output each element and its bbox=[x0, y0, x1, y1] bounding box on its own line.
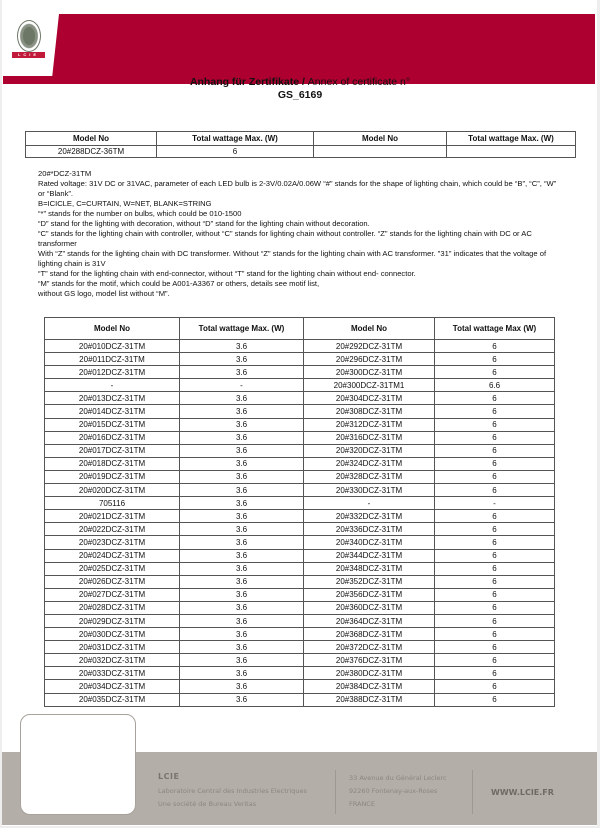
cell-wattage: 6 bbox=[435, 392, 555, 405]
cell-model: 20#348DCZ-31TM bbox=[304, 562, 435, 575]
table-row bbox=[45, 562, 555, 575]
footer-company: LCIE bbox=[158, 772, 180, 781]
lcie-logo-badge: LCIE bbox=[12, 52, 45, 58]
cell-model: 20#014DCZ-31TM bbox=[45, 405, 180, 418]
column-header: Model No bbox=[26, 132, 157, 146]
cell-wattage: 3.6 bbox=[180, 444, 304, 457]
cell-model: 20#026DCZ-31TM bbox=[45, 575, 180, 588]
cell-model: 20#034DCZ-31TM bbox=[45, 680, 180, 693]
cell-wattage: 3.6 bbox=[180, 680, 304, 693]
description-line: “M” stands for the motif, which could be A001-A3367 or others, details see motif list, bbox=[38, 279, 320, 288]
cell-model: 20#029DCZ-31TM bbox=[45, 614, 180, 627]
cell-wattage: 3.6 bbox=[180, 536, 304, 549]
cell-model: 20#017DCZ-31TM bbox=[45, 444, 180, 457]
cell-wattage: 6.6 bbox=[435, 379, 555, 392]
cell-wattage: 6 bbox=[435, 431, 555, 444]
table-row bbox=[45, 628, 555, 641]
cell-wattage: 3.6 bbox=[180, 628, 304, 641]
table-row bbox=[45, 340, 555, 353]
model-description bbox=[38, 169, 558, 299]
cell-wattage: 3.6 bbox=[180, 654, 304, 667]
cell-model: 20#016DCZ-31TM bbox=[45, 431, 180, 444]
table-row bbox=[45, 549, 555, 562]
cell-wattage: 6 bbox=[435, 667, 555, 680]
cell-wattage: 6 bbox=[435, 562, 555, 575]
description-line: B=ICICLE, C=CURTAIN, W=NET, BLANK=STRING bbox=[38, 199, 212, 208]
cell-model: 20#340DCZ-31TM bbox=[304, 536, 435, 549]
table-row bbox=[45, 614, 555, 627]
lcie-seal-icon bbox=[17, 20, 41, 52]
cell-model: 20#308DCZ-31TM bbox=[304, 405, 435, 418]
cell-wattage: - bbox=[435, 497, 555, 510]
cell-wattage: 3.6 bbox=[180, 497, 304, 510]
table-header-row bbox=[45, 318, 555, 340]
description-line: 20#*DCZ-31TM bbox=[38, 169, 92, 178]
cell-wattage: 3.6 bbox=[180, 405, 304, 418]
cell-wattage: 6 bbox=[435, 523, 555, 536]
header-banner bbox=[3, 14, 595, 84]
cell-model: 20#352DCZ-31TM bbox=[304, 575, 435, 588]
table-row bbox=[45, 693, 555, 706]
column-header: Total wattage Max. (W) bbox=[180, 318, 304, 340]
cell-model: 20#012DCZ-31TM bbox=[45, 366, 180, 379]
table-row bbox=[45, 536, 555, 549]
cell-wattage: 3.6 bbox=[180, 614, 304, 627]
table-row bbox=[26, 146, 576, 158]
table-row bbox=[45, 379, 555, 392]
cell-wattage: 6 bbox=[435, 693, 555, 706]
table-row bbox=[45, 497, 555, 510]
cell-model: 20#344DCZ-31TM bbox=[304, 549, 435, 562]
cell-model: 705116 bbox=[45, 497, 180, 510]
cell-model: 20#380DCZ-31TM bbox=[304, 667, 435, 680]
footer-divider bbox=[472, 770, 473, 814]
title-separator: / bbox=[299, 76, 308, 88]
cell-wattage: 6 bbox=[435, 549, 555, 562]
cell-model: 20#360DCZ-31TM bbox=[304, 601, 435, 614]
cell-wattage: 6 bbox=[435, 575, 555, 588]
cell-wattage: 6 bbox=[157, 146, 314, 158]
table-row bbox=[45, 510, 555, 523]
description-line: “T” stand for the lighting chain with end-connector, without “T” stand for the lighting chain without end- connector. bbox=[38, 269, 416, 278]
cell-model: 20#033DCZ-31TM bbox=[45, 667, 180, 680]
cell-model: 20#024DCZ-31TM bbox=[45, 549, 180, 562]
cell-model: 20#320DCZ-31TM bbox=[304, 444, 435, 457]
cell-wattage: 3.6 bbox=[180, 457, 304, 470]
cell-model: 20#021DCZ-31TM bbox=[45, 510, 180, 523]
cell-wattage: 6 bbox=[435, 405, 555, 418]
cell-model: 20#013DCZ-31TM bbox=[45, 392, 180, 405]
cell-wattage bbox=[447, 146, 576, 158]
cell-model: 20#015DCZ-31TM bbox=[45, 418, 180, 431]
footer-divider bbox=[335, 770, 336, 814]
table-row bbox=[45, 353, 555, 366]
cell-wattage: 3.6 bbox=[180, 340, 304, 353]
table-row bbox=[45, 523, 555, 536]
cell-model: 20#022DCZ-31TM bbox=[45, 523, 180, 536]
cell-wattage: 3.6 bbox=[180, 523, 304, 536]
cell-model: 20#019DCZ-31TM bbox=[45, 470, 180, 483]
cell-model: 20#312DCZ-31TM bbox=[304, 418, 435, 431]
cell-wattage: 3.6 bbox=[180, 431, 304, 444]
cell-wattage: 3.6 bbox=[180, 562, 304, 575]
footer-address-2: 92260 Fontenay-aux-Roses bbox=[349, 787, 438, 795]
footer-address-3: FRANCE bbox=[349, 800, 375, 808]
description-line: With “Z” stands for the lighting chain with DC transformer. Without “Z” stands for the lighting chain with AC transformer. "31" indicates that the voltage of lighting chain is 31V bbox=[38, 249, 547, 268]
cell-wattage: 6 bbox=[435, 614, 555, 627]
cell-wattage: 3.6 bbox=[180, 549, 304, 562]
table-row bbox=[45, 680, 555, 693]
description-line: Rated voltage: 31V DC or 31VAC, parameter of each LED bulb is 2-3V/0.02A/0.06W “#” stands for the shape of lighting chain, which could be “B”, “C”, “W” or “Blank”. bbox=[38, 179, 557, 198]
footer-white-panel bbox=[134, 714, 584, 752]
cell-model: 20#300DCZ-31TM bbox=[304, 366, 435, 379]
cell-wattage: 6 bbox=[435, 353, 555, 366]
cell-wattage: 3.6 bbox=[180, 693, 304, 706]
cell-wattage: 6 bbox=[435, 628, 555, 641]
cell-wattage: 3.6 bbox=[180, 392, 304, 405]
cell-model: 20#027DCZ-31TM bbox=[45, 588, 180, 601]
cell-wattage: 3.6 bbox=[180, 601, 304, 614]
cell-wattage: 6 bbox=[435, 470, 555, 483]
cell-model: 20#288DCZ-36TM bbox=[26, 146, 157, 158]
cell-model: 20#010DCZ-31TM bbox=[45, 340, 180, 353]
top-model-table bbox=[25, 131, 576, 158]
cell-wattage: 6 bbox=[435, 641, 555, 654]
title-german: Anhang für Zertifikate bbox=[189, 76, 300, 88]
table-row bbox=[45, 431, 555, 444]
cell-model: 20#388DCZ-31TM bbox=[304, 693, 435, 706]
cell-model: 20#030DCZ-31TM bbox=[45, 628, 180, 641]
cell-model: 20#364DCZ-31TM bbox=[304, 614, 435, 627]
cell-wattage: 3.6 bbox=[180, 575, 304, 588]
cell-model: 20#324DCZ-31TM bbox=[304, 457, 435, 470]
column-header: Model No bbox=[304, 318, 435, 340]
cell-model: - bbox=[45, 379, 180, 392]
cell-wattage: 3.6 bbox=[180, 641, 304, 654]
table-row bbox=[45, 418, 555, 431]
table-row bbox=[45, 470, 555, 483]
column-header: Total wattage Max (W) bbox=[435, 318, 555, 340]
cell-wattage: 6 bbox=[435, 444, 555, 457]
cell-model: - bbox=[304, 497, 435, 510]
cell-wattage: 6 bbox=[435, 601, 555, 614]
cell-model: 20#031DCZ-31TM bbox=[45, 641, 180, 654]
table-row bbox=[45, 641, 555, 654]
description-line: “D” stand for the lighting with decoration, without “D” stand for the lighting chain without decoration. bbox=[38, 219, 370, 228]
table-row bbox=[45, 654, 555, 667]
cell-model: 20#011DCZ-31TM bbox=[45, 353, 180, 366]
cell-model: 20#316DCZ-31TM bbox=[304, 431, 435, 444]
cell-wattage: 6 bbox=[435, 588, 555, 601]
cell-model: 20#384DCZ-31TM bbox=[304, 680, 435, 693]
document-title bbox=[0, 76, 600, 102]
table-row bbox=[45, 588, 555, 601]
table-row bbox=[45, 667, 555, 680]
cell-model: 20#330DCZ-31TM bbox=[304, 484, 435, 497]
cell-wattage: 3.6 bbox=[180, 588, 304, 601]
description-line: “*” stands for the number on bulbs, which could be 010-1500 bbox=[38, 209, 242, 218]
table-row bbox=[45, 444, 555, 457]
footer-address-1: 33 Avenue du Général Leclerc bbox=[349, 774, 447, 782]
cell-wattage: 6 bbox=[435, 536, 555, 549]
cell-model: 20#023DCZ-31TM bbox=[45, 536, 180, 549]
column-header: Model No bbox=[45, 318, 180, 340]
cell-wattage: 6 bbox=[435, 484, 555, 497]
footer-full-name: Laboratoire Central des Industries Electriques bbox=[158, 787, 307, 795]
cell-wattage: 3.6 bbox=[180, 484, 304, 497]
cell-wattage: 3.6 bbox=[180, 667, 304, 680]
cell-wattage: 6 bbox=[435, 680, 555, 693]
table-row bbox=[45, 601, 555, 614]
main-model-table bbox=[44, 317, 555, 707]
footer-website-link[interactable]: WWW.LCIE.FR bbox=[491, 788, 554, 797]
cell-model: 20#328DCZ-31TM bbox=[304, 470, 435, 483]
cell-wattage: 6 bbox=[435, 510, 555, 523]
cell-model: 20#035DCZ-31TM bbox=[45, 693, 180, 706]
cell-model: 20#292DCZ-31TM bbox=[304, 340, 435, 353]
footer-parent: Une société de Bureau Veritas bbox=[158, 800, 257, 808]
cell-wattage: 3.6 bbox=[180, 353, 304, 366]
cell-model: 20#304DCZ-31TM bbox=[304, 392, 435, 405]
cell-model: 20#025DCZ-31TM bbox=[45, 562, 180, 575]
cell-model: 20#356DCZ-31TM bbox=[304, 588, 435, 601]
column-header: Model No bbox=[314, 132, 447, 146]
cell-model: 20#018DCZ-31TM bbox=[45, 457, 180, 470]
title-english: Annex of certificate n° bbox=[307, 76, 411, 88]
cell-wattage: 3.6 bbox=[180, 470, 304, 483]
cell-wattage: 6 bbox=[435, 418, 555, 431]
footer-white-card bbox=[20, 714, 136, 815]
cell-model: 20#372DCZ-31TM bbox=[304, 641, 435, 654]
cell-model: 20#300DCZ-31TM1 bbox=[304, 379, 435, 392]
cell-wattage: 6 bbox=[435, 457, 555, 470]
cell-model: 20#032DCZ-31TM bbox=[45, 654, 180, 667]
cell-model: 20#332DCZ-31TM bbox=[304, 510, 435, 523]
cell-wattage: 6 bbox=[435, 340, 555, 353]
table-row bbox=[45, 392, 555, 405]
cell-model: 20#336DCZ-31TM bbox=[304, 523, 435, 536]
table-row bbox=[45, 366, 555, 379]
table-header-row bbox=[26, 132, 576, 146]
cell-wattage: 3.6 bbox=[180, 510, 304, 523]
table-row bbox=[45, 484, 555, 497]
cell-wattage: 6 bbox=[435, 654, 555, 667]
cell-model: 20#028DCZ-31TM bbox=[45, 601, 180, 614]
column-header: Total wattage Max. (W) bbox=[447, 132, 576, 146]
table-row bbox=[45, 405, 555, 418]
cell-model: 20#376DCZ-31TM bbox=[304, 654, 435, 667]
description-line: “C” stands for the lighting chain with controller, without “C” stands for lighting chain without controller. “Z” stands for the lighting chain with DC or AC transformer bbox=[38, 229, 532, 248]
cell-model: 20#020DCZ-31TM bbox=[45, 484, 180, 497]
cell-model: 20#296DCZ-31TM bbox=[304, 353, 435, 366]
cell-model: 20#368DCZ-31TM bbox=[304, 628, 435, 641]
description-line: without GS logo, model list without “M”. bbox=[38, 289, 170, 298]
cell-wattage: 6 bbox=[435, 366, 555, 379]
column-header: Total wattage Max. (W) bbox=[157, 132, 314, 146]
cell-wattage: 3.6 bbox=[180, 366, 304, 379]
table-row bbox=[45, 457, 555, 470]
cell-model bbox=[314, 146, 447, 158]
table-row bbox=[45, 575, 555, 588]
cell-wattage: - bbox=[180, 379, 304, 392]
certificate-number: GS_6169 bbox=[277, 89, 323, 101]
cell-wattage: 3.6 bbox=[180, 418, 304, 431]
